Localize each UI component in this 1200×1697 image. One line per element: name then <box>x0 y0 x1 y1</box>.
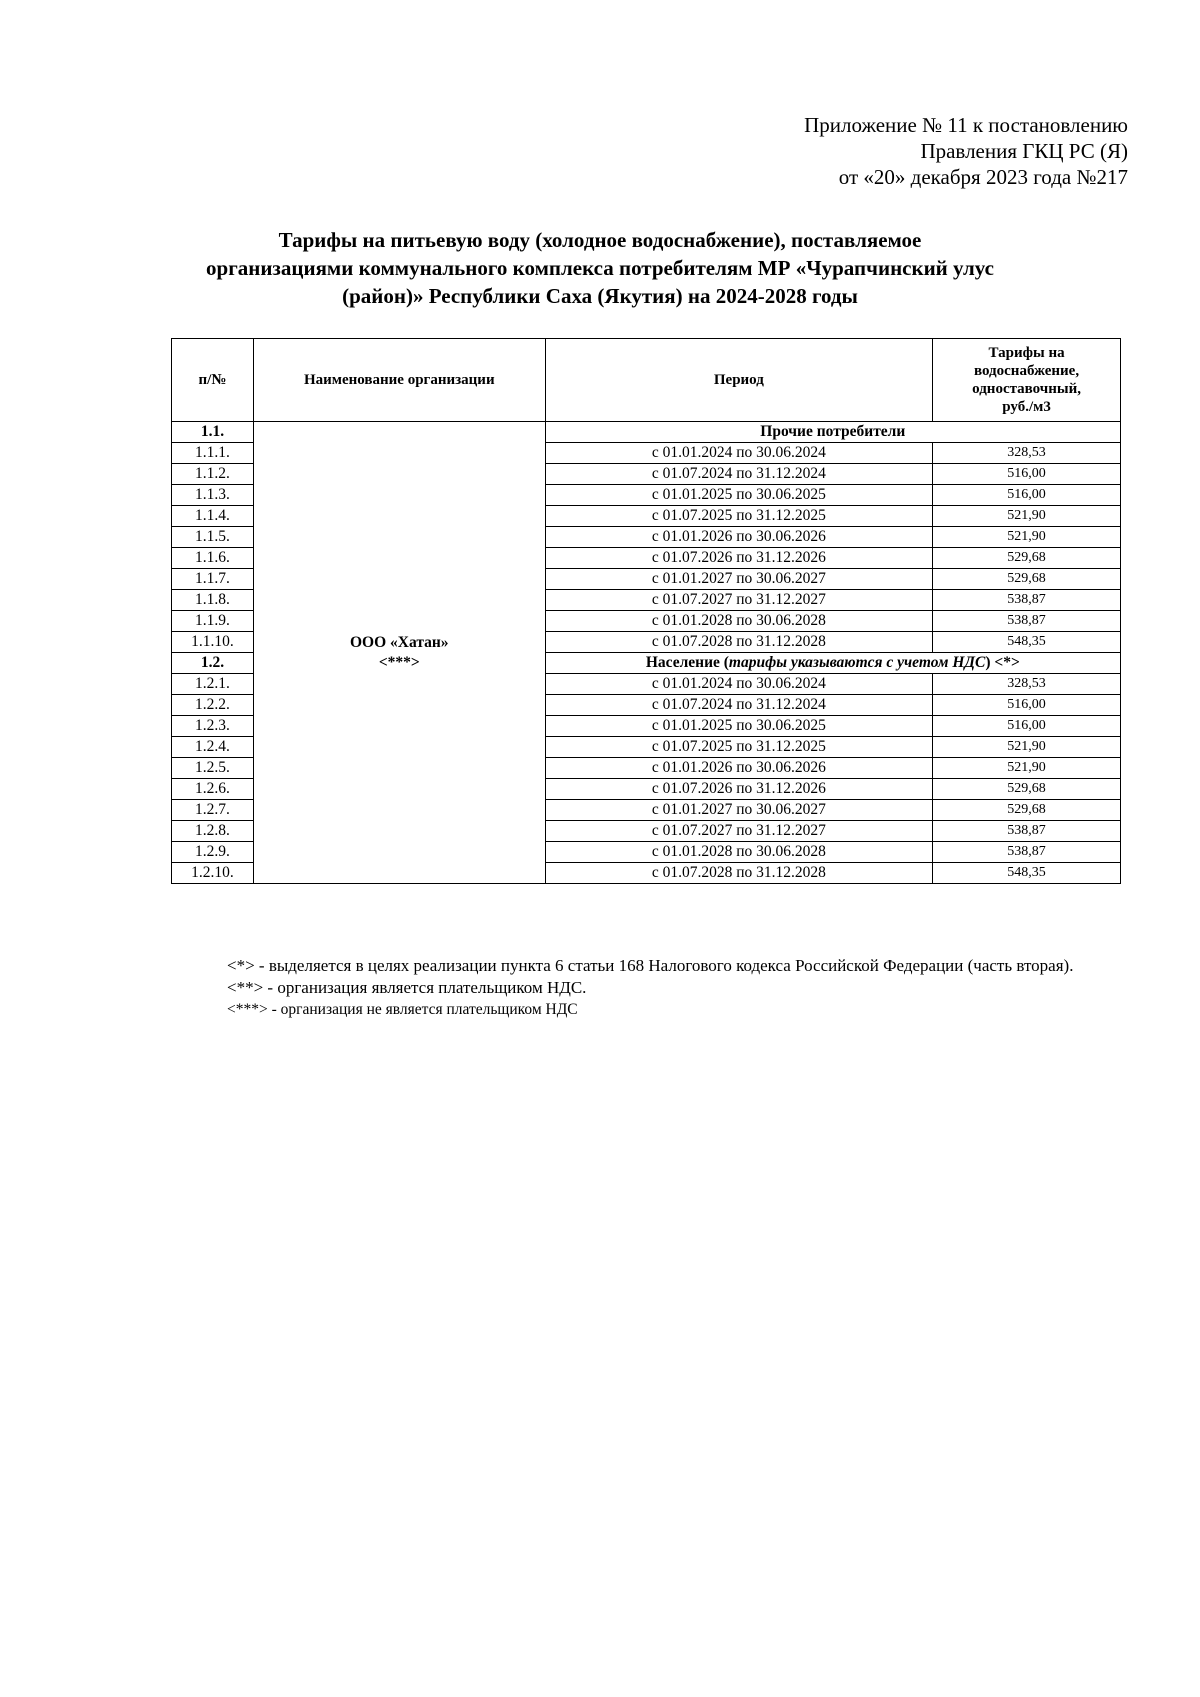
row-period: с 01.07.2024 по 31.12.2024 <box>545 695 932 716</box>
row-period: с 01.01.2028 по 30.06.2028 <box>545 611 932 632</box>
document-title <box>150 226 1050 310</box>
row-num: 1.2.4. <box>172 737 254 758</box>
row-num: 1.1.4. <box>172 506 254 527</box>
row-period: с 01.01.2024 по 30.06.2024 <box>545 674 932 695</box>
section-row <box>172 422 1121 443</box>
row-period: с 01.07.2028 по 31.12.2028 <box>545 632 932 653</box>
footnotes <box>171 955 1121 1021</box>
row-num: 1.2.5. <box>172 758 254 779</box>
row-tariff: 516,00 <box>933 716 1121 737</box>
header-period: Период <box>545 339 932 422</box>
row-tariff: 529,68 <box>933 569 1121 590</box>
row-tariff: 521,90 <box>933 737 1121 758</box>
row-tariff: 521,90 <box>933 506 1121 527</box>
row-num: 1.1.6. <box>172 548 254 569</box>
footnote-1: <*> - выделяется в целях реализации пункта 6 статьи 168 Налогового кодекса Российской Федерации (часть вторая). <box>227 956 1074 975</box>
row-num: 1.2.1. <box>172 674 254 695</box>
row-tariff: 516,00 <box>933 485 1121 506</box>
section-label-italic: тарифы указываются с учетом НДС <box>728 654 986 671</box>
organization-cell <box>253 422 545 884</box>
row-num: 1.2.8. <box>172 821 254 842</box>
row-tariff: 538,87 <box>933 611 1121 632</box>
row-num: 1.2.6. <box>172 779 254 800</box>
section-label-part: ) <*> <box>985 654 1020 671</box>
row-tariff: 529,68 <box>933 779 1121 800</box>
footnote-3: <***> - организация не является плательщиком НДС <box>227 1001 578 1018</box>
row-period: с 01.01.2025 по 30.06.2025 <box>545 485 932 506</box>
header-tariff-line: руб./м3 <box>1002 399 1051 415</box>
row-num: 1.1.7. <box>172 569 254 590</box>
row-num: 1.2.9. <box>172 842 254 863</box>
row-period: с 01.07.2026 по 31.12.2026 <box>545 779 932 800</box>
row-period: с 01.01.2026 по 30.06.2026 <box>545 527 932 548</box>
organization-name: ООО «Хатан» <box>349 633 449 651</box>
row-tariff: 521,90 <box>933 758 1121 779</box>
row-tariff: 516,00 <box>933 695 1121 716</box>
row-period: с 01.01.2025 по 30.06.2025 <box>545 716 932 737</box>
row-num: 1.1.1. <box>172 443 254 464</box>
row-period: с 01.07.2025 по 31.12.2025 <box>545 737 932 758</box>
section-label: Прочие потребители <box>545 422 1120 443</box>
row-tariff: 521,90 <box>933 527 1121 548</box>
header-tariff-line: Тарифы на <box>988 345 1065 361</box>
row-num: 1.1.2. <box>172 464 254 485</box>
header-org: Наименование организации <box>253 339 545 422</box>
row-tariff: 538,87 <box>933 590 1121 611</box>
row-period: с 01.07.2027 по 31.12.2027 <box>545 821 932 842</box>
row-num: 1.1.5. <box>172 527 254 548</box>
row-tariff: 538,87 <box>933 821 1121 842</box>
header-tariff-line: водоснабжение, <box>973 363 1080 379</box>
section-num: 1.2. <box>172 653 254 674</box>
row-period: с 01.07.2027 по 31.12.2027 <box>545 590 932 611</box>
row-tariff: 328,53 <box>933 443 1121 464</box>
document-header <box>804 112 1128 190</box>
header-line-1: Приложение № 11 к постановлению <box>804 113 1128 137</box>
row-period: с 01.01.2027 по 30.06.2027 <box>545 569 932 590</box>
row-tariff: 328,53 <box>933 674 1121 695</box>
row-period: с 01.01.2027 по 30.06.2027 <box>545 800 932 821</box>
row-period: с 01.07.2024 по 31.12.2024 <box>545 464 932 485</box>
header-tariff <box>933 339 1121 422</box>
row-num: 1.1.3. <box>172 485 254 506</box>
row-period: с 01.07.2028 по 31.12.2028 <box>545 863 932 884</box>
section-label <box>545 653 1120 674</box>
row-num: 1.1.9. <box>172 611 254 632</box>
row-tariff: 548,35 <box>933 863 1121 884</box>
row-tariff: 516,00 <box>933 464 1121 485</box>
row-period: с 01.01.2026 по 30.06.2026 <box>545 758 932 779</box>
row-period: с 01.01.2024 по 30.06.2024 <box>545 443 932 464</box>
row-num: 1.2.3. <box>172 716 254 737</box>
row-num: 1.2.10. <box>172 863 254 884</box>
section-label-part: Население ( <box>645 654 729 671</box>
header-line-2: Правления ГКЦ РС (Я) <box>920 139 1128 163</box>
row-num: 1.2.2. <box>172 695 254 716</box>
section-num: 1.1. <box>172 422 254 443</box>
header-line-3: от «20» декабря 2023 года №217 <box>838 165 1128 189</box>
tariff-table <box>171 338 1121 884</box>
organization-note: <***> <box>378 653 420 671</box>
row-num: 1.1.10. <box>172 632 254 653</box>
header-tariff-line: одноставочный, <box>972 381 1081 397</box>
header-num: п/№ <box>172 339 254 422</box>
row-period: с 01.07.2026 по 31.12.2026 <box>545 548 932 569</box>
row-tariff: 529,68 <box>933 800 1121 821</box>
row-tariff: 529,68 <box>933 548 1121 569</box>
row-tariff: 548,35 <box>933 632 1121 653</box>
title-line-3: (район)» Республики Саха (Якутия) на 2024-2028 годы <box>342 284 858 308</box>
footnote-2: <**> - организация является плательщиком НДС. <box>227 978 587 997</box>
title-line-2: организациями коммунального комплекса потребителям МР «Чурапчинский улус <box>206 256 994 280</box>
row-tariff: 538,87 <box>933 842 1121 863</box>
row-period: с 01.07.2025 по 31.12.2025 <box>545 506 932 527</box>
title-line-1: Тарифы на питьевую воду (холодное водоснабжение), поставляемое <box>278 228 922 252</box>
table-header-row <box>172 339 1121 422</box>
row-period: с 01.01.2028 по 30.06.2028 <box>545 842 932 863</box>
row-num: 1.1.8. <box>172 590 254 611</box>
row-num: 1.2.7. <box>172 800 254 821</box>
